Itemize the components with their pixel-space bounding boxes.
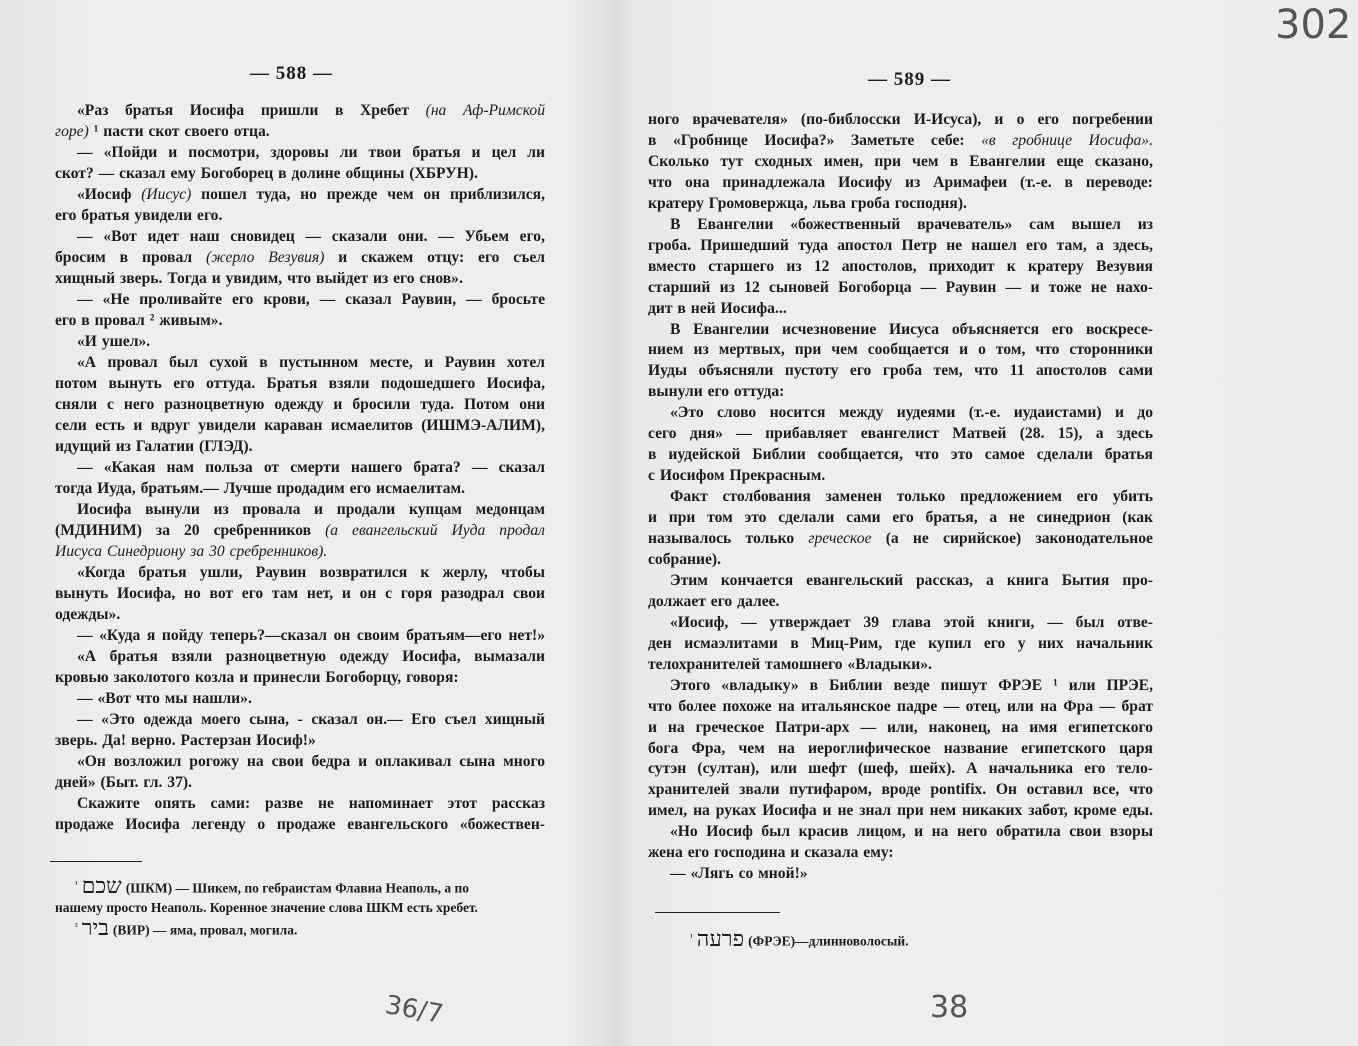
footnote-1-left [75, 872, 470, 898]
text-line [648, 173, 1153, 193]
text-segment: — «Не проливайте его крови, — сказал Раувин, — бросьте [77, 291, 545, 308]
text-segment: «Он возложил рогожу на свои бедра и оплакивал сына много [77, 753, 545, 770]
text-segment: Скажите опять сами: разве не напоминает этот рассказ [77, 795, 545, 812]
text-segment: сего дня» — прибавляет евангелист Матвей (28. 15), а здесь [648, 425, 1153, 443]
text-line [77, 563, 545, 583]
text-line [648, 801, 1153, 821]
text-segment: «Когда братья ушли, Раувин возвратился к жерлу, чтобы [77, 564, 545, 581]
text-segment: что более похоже на итальянское падре — отец, или на Фра — брат [648, 697, 1153, 715]
text-segment: сняли с него разноцветную одежду и бросили туда. Потом они [55, 396, 545, 413]
text-segment: В Евангелии «божественный врачеватель» сам вышел из [670, 215, 1153, 233]
text-segment: ного врачевателя» (по-библосски И-Исуса), и о его погребении [648, 111, 1153, 128]
text-line [55, 542, 545, 562]
text-line [670, 403, 1153, 423]
text-segment: потом вынуть его оттуда. Братья взяли подошедшего Иосифа, [55, 375, 545, 392]
text-segment: гроба. Пришедший туда апостол Петр не нашел его там, а здесь, [648, 236, 1153, 254]
hebrew-word: שכם [81, 872, 122, 898]
footnote-text: (ФРЭЕ)—длинноволосый. [748, 933, 909, 949]
text-line [77, 458, 545, 478]
text-line [648, 445, 1153, 465]
italic-text: греческое [808, 530, 872, 547]
text-segment: что она принадлежала Иосифу из Аримафеи (т.-е. в переводе: [648, 173, 1153, 191]
text-line [648, 592, 1153, 612]
italic-text: (жерло Везувия) [206, 249, 325, 266]
text-line [670, 571, 1153, 591]
text-segment: нием из мертвых, при чем сообщается и о том, что сторонники [648, 341, 1153, 359]
text-segment: называлось только [648, 530, 809, 547]
text-line [77, 227, 545, 247]
text-line [648, 110, 1153, 130]
text-segment: Факт столбования заменен только предложением его убить [670, 488, 1153, 506]
footnote-text: (ВИР) — яма, провал, могила. [112, 922, 298, 938]
text-segment: хранителей звали путифаром, вроде pontifix. Он оставил все, что [648, 781, 1153, 799]
text-segment: вынуть Иосифа, но вот его там нет, и он с горя разодрал свои [55, 585, 545, 602]
text-segment: сутэн (султан), или шефт (шеф, шейх). А начальника его тело- [648, 760, 1153, 778]
text-segment: и на греческое Патри-арх — или, наконец, на имя египетского [648, 718, 1153, 736]
italic-text: (на Аф-Римской [425, 102, 545, 119]
text-segment: пошел туда, но прежде чем он приблизился, [191, 186, 545, 203]
text-line [77, 101, 545, 121]
text-line [670, 864, 1153, 884]
text-line [648, 236, 1153, 256]
text-line [648, 424, 1153, 444]
text-segment: — «Пойди и посмотри, здоровы ли твои братья и цел ли [77, 144, 545, 161]
text-line [77, 290, 545, 310]
text-line [670, 676, 1153, 696]
text-segment: «Иосиф, — утверждает 39 глава этой книги, — был отве- [670, 613, 1153, 631]
text-segment: Этим кончается евангельский рассказ, а книга Бытия про- [670, 571, 1153, 589]
text-line [648, 278, 1153, 298]
text-line [648, 718, 1153, 738]
text-line [55, 248, 545, 268]
text-segment: бога Фра, чем на иероглифическое название египетского царя [648, 739, 1153, 757]
text-line [55, 605, 545, 625]
text-segment: Сколько тут сходных имен, при чем в Евангелии еще сказано, [648, 152, 1153, 170]
text-segment: и скажем отцу: его съел [324, 249, 545, 266]
footnote-mark: ¹ [75, 879, 78, 889]
footnote-divider-left [50, 861, 142, 862]
text-line [77, 647, 545, 667]
text-segment: скот? — сказал ему Богоборец в долине общины (ХБРУН). [55, 165, 478, 182]
text-segment: одежды». [55, 606, 121, 623]
text-line [648, 152, 1153, 172]
text-line [55, 731, 545, 751]
archive-number: 302 [1275, 2, 1352, 48]
text-segment: с Иосифом Прекрасным. [648, 467, 826, 485]
text-line [55, 437, 545, 457]
text-line [55, 311, 545, 331]
text-line [670, 613, 1153, 633]
hebrew-word: ביר [81, 914, 109, 940]
text-line [55, 584, 545, 604]
text-line [670, 487, 1153, 507]
text-segment: хищный зверь. Тогда и увидим, что выйдет из его снов». [55, 270, 463, 287]
text-segment: «И ушел». [77, 333, 151, 350]
text-segment: Иосифа вынули из провала и продали купцам медонцам [77, 501, 545, 518]
italic-text: (а евангельский Иуда продал [325, 522, 545, 539]
text-line [55, 164, 545, 184]
italic-text: Иисуса Синедриону за 30 сребренников). [55, 543, 328, 560]
text-segment: вместо старшего из 12 апостолов, приходит к кратеру Везувия [648, 257, 1153, 275]
text-segment: «Иосиф [77, 186, 142, 203]
text-line [648, 634, 1153, 654]
text-line [55, 668, 545, 688]
text-segment: идущий из Галатии (ГЛЭД). [55, 438, 253, 455]
text-line [648, 131, 1153, 151]
text-segment: старший из 12 сыновей Богоборца — Раувин — и тоже не нахо- [648, 278, 1153, 296]
text-segment: бросим в провал [55, 249, 206, 266]
footnote-text: нашему просто Неаполь. Коренное значение слова ШКМ есть хребет. [55, 900, 478, 915]
text-segment: «А провал был сухой в пустынном месте, и Раувин хотел [77, 354, 545, 371]
text-segment: вынули его оттуда: [648, 383, 785, 401]
text-line [648, 194, 1153, 214]
text-segment: сели есть и вдруг увидели караван исмаелитов (ИШМЭ-АЛИМ), [55, 417, 545, 434]
text-line [55, 479, 545, 499]
text-line [77, 626, 545, 646]
text-segment: телохранителей тамошнего «Владыки». [648, 655, 932, 673]
text-line [77, 500, 545, 520]
text-segment: — «Вот идет наш сновидец — сказали они. — Убьем его, [77, 228, 545, 245]
text-line [77, 689, 545, 709]
text-line [55, 122, 545, 142]
text-line [648, 340, 1153, 360]
handwritten-mark-right: 38 [930, 990, 969, 1025]
text-segment: продаже Иосифа легенду о продаже евангельского «божествен- [55, 816, 545, 833]
hebrew-word: פרעה [696, 925, 745, 951]
text-segment: жена его господина и сказала ему: [648, 844, 894, 862]
italic-text: «в гробнице Иосифа». [981, 131, 1153, 149]
footnote-mark: ² [75, 921, 78, 931]
handwritten-mark-left: 36/7 [382, 990, 446, 1030]
text-segment: ¹ пасти скот своего отца. [88, 123, 270, 140]
text-segment: в «Гробнице Иосифа?» Заметьте себе: [648, 131, 982, 149]
text-line [77, 143, 545, 163]
text-segment: зверь. Да! верно. Растерзан Иосиф!» [55, 732, 316, 749]
footnote-1-left-cont [55, 899, 478, 917]
text-line [648, 655, 1153, 675]
text-line [77, 752, 545, 772]
italic-text: (Иисус) [141, 186, 192, 203]
footnote-mark: ¹ [690, 932, 693, 942]
text-line [55, 773, 545, 793]
text-segment: его в провал ² живым». [55, 312, 223, 329]
text-segment: ден исмаэлитами в Миц-Рим, где купил его у них начальник [648, 634, 1153, 652]
text-line [648, 382, 1153, 402]
text-line [648, 759, 1153, 779]
text-line [55, 815, 545, 835]
text-segment: Иуды объясняли пустоту его гроба тем, что 11 апостолов сами [648, 362, 1153, 380]
text-line [648, 843, 1153, 863]
text-line [648, 697, 1153, 717]
text-segment: имел, на руках Иосифа и не знал при нем никаких забот, кроме еды. [648, 802, 1153, 820]
text-segment: (а не сирийское) законодательное [871, 530, 1153, 547]
text-segment: — «Вот что мы нашли». [77, 690, 252, 707]
text-line [648, 257, 1153, 277]
text-line [648, 466, 1153, 486]
italic-text: горе) [55, 123, 89, 140]
page-number-left: — 588 — [250, 63, 333, 84]
text-line [55, 395, 545, 415]
footnote-2-left [75, 914, 298, 940]
text-line [55, 374, 545, 394]
text-segment: и при том это сделали сами его братья, а не синедрион (как [648, 509, 1153, 527]
text-segment: дней» (Быт. гл. 37). [55, 774, 192, 791]
text-segment: в иудейской Библии сообщается, что это самое сделали братья [648, 446, 1153, 464]
text-line [648, 780, 1153, 800]
text-line [648, 361, 1153, 381]
text-line [77, 185, 545, 205]
text-segment: — «Это одежда моего сына, - сказал он.— Его съел хищный [77, 711, 545, 728]
text-segment: его братья увидели его. [55, 207, 223, 224]
text-segment: «Раз братья Иосифа пришли в Хребет [77, 102, 426, 119]
text-segment: Этого «владыку» в Библии везде пишут ФРЭЕ ¹ или ПРЭЕ, [670, 676, 1153, 694]
text-line [648, 739, 1153, 759]
text-segment: — «Лягь со мной!» [670, 865, 808, 883]
text-segment: должает его далее. [648, 592, 780, 610]
text-segment: (МДИНИМ) за 20 сребренников [55, 522, 326, 539]
text-line [648, 508, 1153, 528]
footnote-1-right [690, 925, 909, 951]
text-line [77, 794, 545, 814]
text-segment: дит в ней Иосифа... [648, 299, 787, 317]
text-line [55, 206, 545, 226]
text-segment: «Но Иосиф был красив лицом, и на него обратила свои взоры [670, 823, 1153, 841]
text-segment: — «Куда я пойду теперь?—сказал он своим братьям—его нет!» [77, 627, 545, 644]
text-line [670, 822, 1153, 842]
text-line [55, 416, 545, 436]
text-line [77, 353, 545, 373]
text-line [648, 550, 1153, 570]
text-line [77, 710, 545, 730]
text-line [77, 332, 545, 352]
text-line [55, 521, 545, 541]
text-line [648, 529, 1153, 549]
footnote-divider-right [655, 912, 780, 913]
text-segment: кровью заколотого козла и принесли Богоборцу, говоря: [55, 669, 459, 686]
text-line [648, 299, 1153, 319]
text-segment: В Евангелии исчезновение Иисуса объясняется его воскресе- [670, 320, 1153, 338]
text-segment: — «Какая нам польза от смерти нашего брата? — сказал [77, 459, 545, 476]
text-segment: собрание). [648, 550, 721, 568]
page-number-right: — 589 — [868, 69, 951, 90]
text-line [55, 269, 545, 289]
text-segment: кратеру Громовержца, льва гроба господня). [648, 194, 967, 212]
text-segment: «Это слово носится между иудеями (т.-е. иудаистами) и до [670, 404, 1153, 422]
text-segment: тогда Иуда, братьям.— Лучше продадим его исмаелитам. [55, 480, 466, 497]
text-line [670, 320, 1153, 340]
text-segment: «А братья взяли разноцветную одежду Иосифа, вымазали [77, 648, 545, 665]
footnote-text: (ШКМ) — Шикем, по гебраистам Флавиа Неаполь, а по [125, 880, 470, 896]
text-line [670, 215, 1153, 235]
